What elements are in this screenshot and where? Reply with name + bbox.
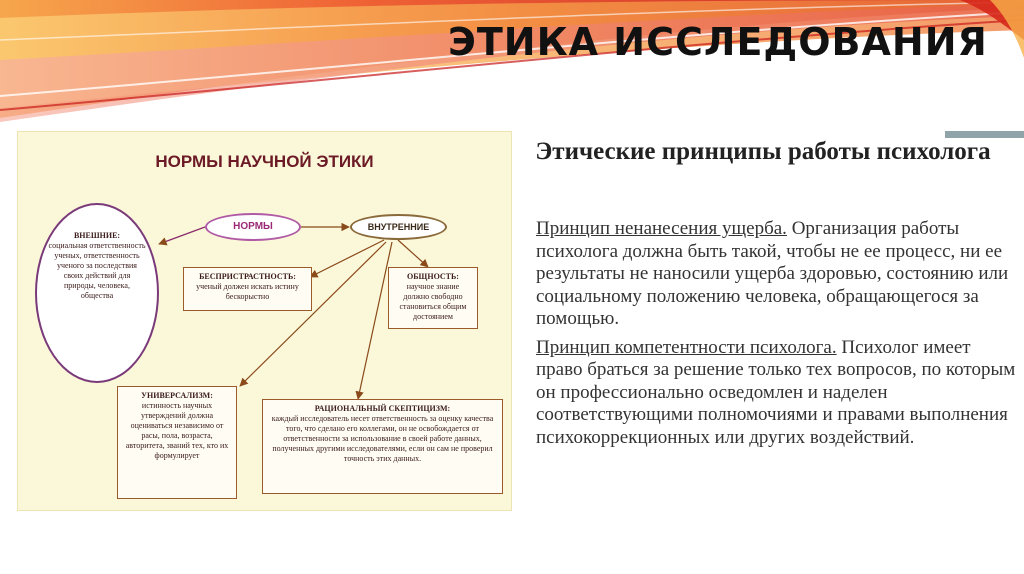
principle-no-harm-text: Организация работы психолога должна быть такой, чтобы не ее процесс, ни ее результаты не наносили ущерба здоровью, состоянию или социальному положению человека, обращающегося за помощью. xyxy=(536,218,1009,329)
principle-competence-title: Принцип компетентности психолога. xyxy=(536,336,837,358)
principles-heading: Этические принципы работы психолога xyxy=(535,138,991,165)
scepticism-heading: РАЦИОНАЛЬНЫЙ СКЕПТИЦИЗМ: xyxy=(314,404,451,413)
commonality-heading: ОБЩНОСТЬ: xyxy=(407,272,459,281)
scepticism-text: каждый исследователь несет ответственность за оценку качества того, что сделано его коллегами, он не освобождается от ответственности за использование в своей работе данных, полученных другими исследователями, если он сам не проверил точность этих данных. xyxy=(271,414,494,463)
norms-node: НОРМЫ xyxy=(205,213,301,241)
principle-no-harm-title: Принцип ненанесения ущерба. xyxy=(536,218,787,239)
internal-norms-node: ВНУТРЕННИЕ xyxy=(350,214,447,240)
universalism-text: истинность научных утверждений должна оцениваться независимо от расы, пола, возраста, авторитета, званий тех, кто их формулирует xyxy=(125,401,229,460)
slide-title: ЭТИКА ИССЛЕДОВАНИЯ xyxy=(448,20,988,64)
universalism-heading: УНИВЕРСАЛИЗМ: xyxy=(141,391,213,400)
scepticism-box xyxy=(262,399,503,494)
commonality-text: научное знание должно свободно становиться общим достоянием xyxy=(399,282,467,321)
external-norms-node xyxy=(35,203,159,383)
principles-body xyxy=(536,218,1020,449)
commonality-box xyxy=(388,267,478,329)
principle-competence xyxy=(536,337,1020,450)
external-text: социальная ответственность ученых, ответственность ученого за последствия своих действий для природы, человека, общества xyxy=(48,241,146,300)
diagram-title: НОРМЫ НАУЧНОЙ ЭТИКИ xyxy=(155,152,374,171)
impartiality-box xyxy=(183,267,312,311)
impartiality-text: ученый должен искать истину бескорыстно xyxy=(196,282,299,301)
external-heading: ВНЕШНИЕ: xyxy=(73,231,121,240)
principle-competence-text: Психолог имеет право браться за решение только тех вопросов, по которым он профессионально осведомлен и наделен соответствующими полномочиями и правами выполнения психокоррекционных или других воздействий. xyxy=(536,336,1016,448)
impartiality-heading: БЕСПРИСТРАСТНОСТЬ: xyxy=(199,272,296,281)
principle-no-harm xyxy=(536,218,1020,331)
universalism-box xyxy=(117,386,237,499)
diagram-panel xyxy=(17,131,512,511)
